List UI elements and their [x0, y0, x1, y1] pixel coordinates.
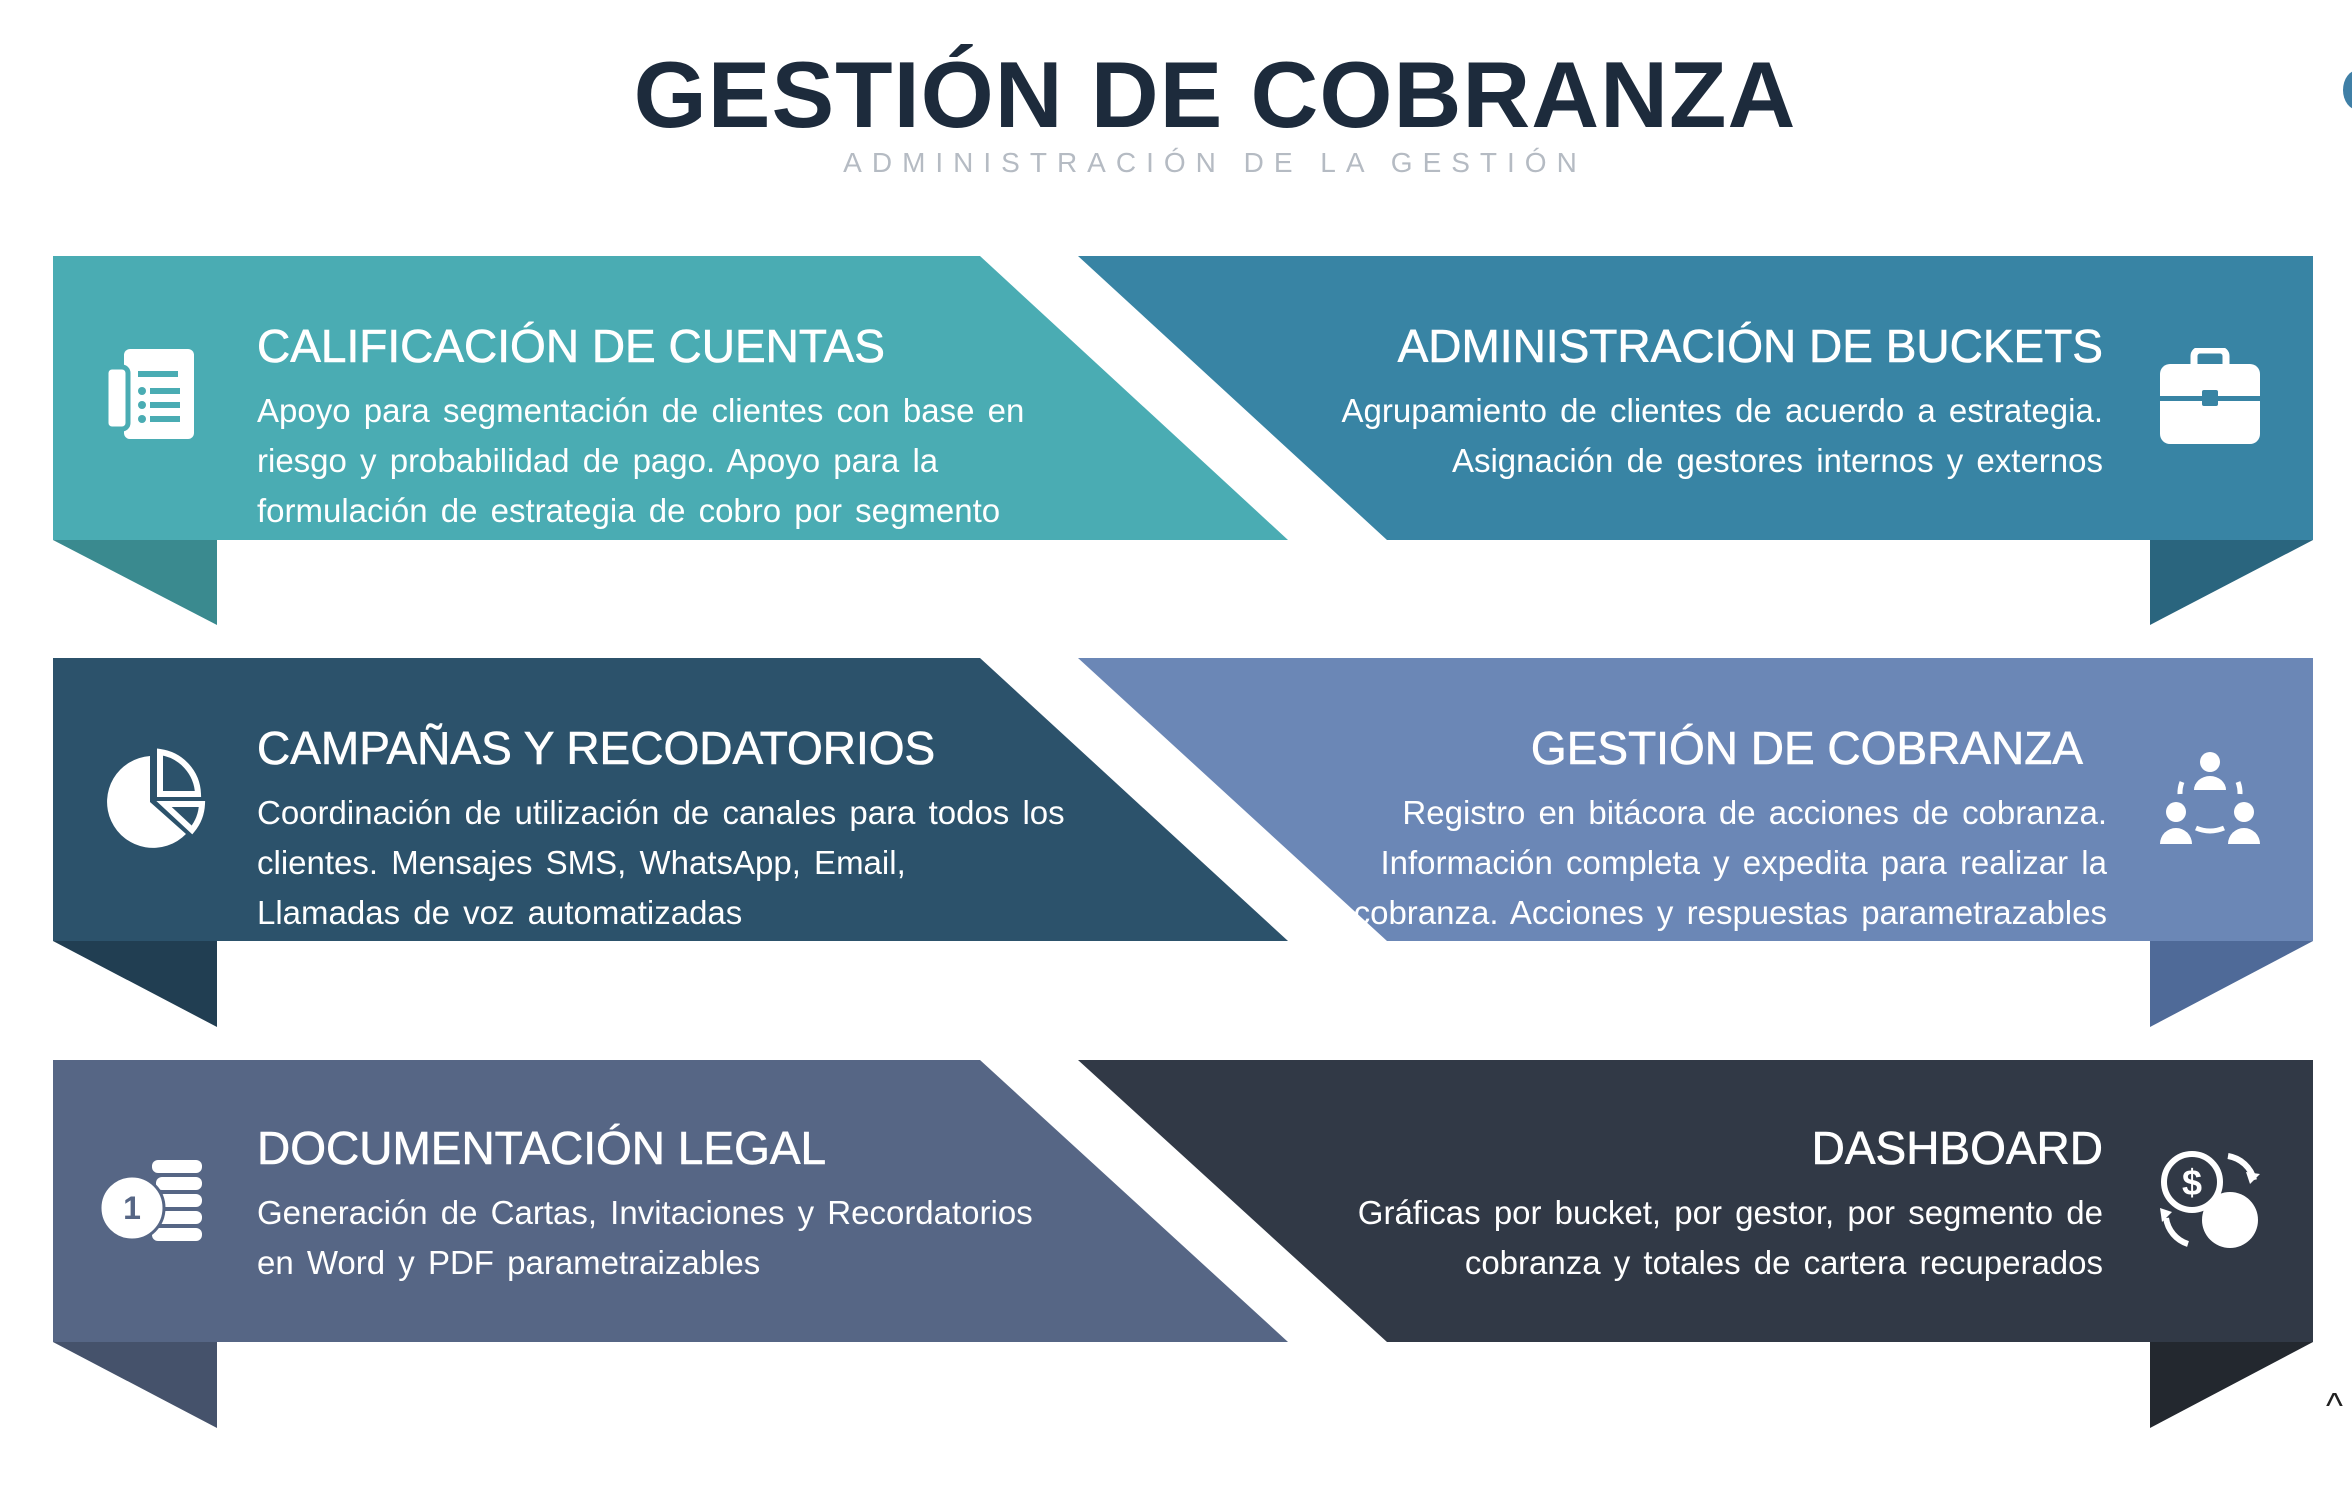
coins-stack-icon [100, 1158, 206, 1247]
card-title: DASHBOARD [1811, 1122, 2103, 1174]
card-title: DOCUMENTACIÓN LEGAL [257, 1122, 827, 1174]
card-1-fold [53, 540, 217, 625]
card-title: GESTIÓN DE COBRANZA [1530, 722, 2083, 774]
card-6-fold [2150, 1342, 2313, 1428]
document-list-icon [102, 345, 202, 452]
card-gestion [1354, 720, 2107, 938]
svg-text:$: $ [2181, 1162, 2203, 1203]
card-title: ADMINISTRACIÓN DE BUCKETS [1397, 320, 2103, 372]
card-buckets [1342, 318, 2103, 486]
card-description: Coordinación de utilización de canales para todos los clientes. Mensajes SMS, WhatsApp, Email, Llamadas de voz automatizadas [257, 794, 1065, 931]
svg-text:1: 1 [123, 1190, 141, 1226]
card-title: CAMPAÑAS Y RECODATORIOS [257, 722, 936, 774]
card-description: Agrupamiento de clientes de acuerdo a estrategia. Asignación de gestores internos y externos [1341, 392, 2103, 479]
pie-chart-icon [102, 748, 206, 855]
page-title: GESTIÓN DE COBRANZA [633, 42, 1797, 147]
card-documentacion [257, 1120, 1033, 1288]
card-5-fold [53, 1342, 217, 1428]
card-calificacion [257, 318, 1024, 536]
card-description: Registro en bitácora de acciones de cobranza. Información completa y expedita para realizar la cobranza. Acciones y respuestas parametrazables [1353, 794, 2107, 931]
briefcase-icon [2158, 348, 2262, 451]
card-4-fold [2150, 941, 2313, 1027]
card-2-fold [2150, 540, 2313, 625]
card-3-fold [53, 941, 217, 1027]
card-description: Generación de Cartas, Invitaciones y Recordatorios en Word y PDF parametraizables [257, 1194, 1033, 1281]
card-title: CALIFICACIÓN DE CUENTAS [257, 320, 885, 372]
team-cycle-icon [2158, 748, 2262, 853]
currency-exchange-icon [2158, 1148, 2262, 1257]
card-dashboard [1358, 1120, 2103, 1288]
card-description: Apoyo para segmentación de clientes con base en riesgo y probabilidad de pago. Apoyo para la formulación de estrategia de cobro por segmento [257, 392, 1025, 529]
edge-caret-glyph: ^ [2326, 1385, 2343, 1426]
card-description: Gráficas por bucket, por gestor, por segmento de cobranza y totales de cartera recuperados [1357, 1194, 2103, 1281]
card-campanas [257, 720, 1065, 938]
page-subtitle: ADMINISTRACIÓN DE LA GESTIÓN [843, 147, 1587, 178]
